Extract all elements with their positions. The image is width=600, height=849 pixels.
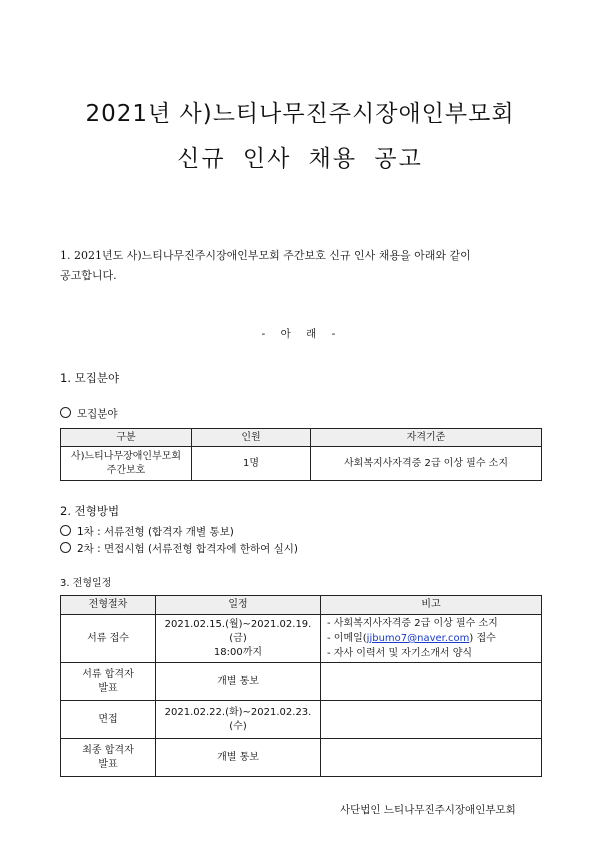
intro-line2: 공고합니다. (60, 269, 117, 282)
recruitment-table (60, 428, 542, 481)
section-separator: - 아 래 - (261, 328, 339, 340)
schedule-line2: 18:00까지 (213, 646, 263, 658)
cell-note (321, 615, 542, 663)
intro-line1: 1. 2021년도 사)느티나무진주시장애인부모회 주간보호 신규 인사 채용을 아래와 같이 (60, 249, 471, 262)
cell-note (321, 739, 542, 777)
cell-count: 1명 (192, 447, 311, 481)
email-link[interactable]: jjbumo7@naver.com (366, 633, 470, 644)
header-category: 구분 (61, 429, 192, 447)
section1-bullet-label: 모집분야 (77, 408, 118, 420)
category-line2: 주간보호 (106, 464, 146, 476)
table-row (61, 447, 542, 481)
section2-item-1-label: 1차 : 서류전형 (합격자 개별 통보) (77, 526, 234, 538)
cell-qualification: 사회복지사자격증 2급 이상 필수 소지 (311, 447, 542, 481)
section1-bullet (60, 406, 118, 421)
cell-note (321, 663, 542, 701)
note-email-prefix: - 이메일( (327, 633, 367, 644)
schedule-table (60, 595, 542, 777)
cell-step: 면접 (61, 701, 156, 739)
cell-schedule: 2021.02.22.(화)~2021.02.23.(수) (156, 701, 321, 739)
header-schedule: 일정 (156, 596, 321, 615)
footer-organization: 사단법인 느티나무진주시장애인부모회 (340, 804, 516, 816)
step-line2: 발표 (98, 682, 118, 694)
cell-note (321, 701, 542, 739)
circle-bullet-icon (60, 542, 71, 553)
note-line2 (327, 631, 541, 646)
section2-heading: 2. 전형방법 (60, 504, 120, 518)
section2-item-2 (60, 541, 298, 556)
header-count: 인원 (192, 429, 311, 447)
section1-heading: 1. 모집분야 (60, 371, 120, 385)
cell-schedule (156, 615, 321, 663)
header-step: 전형절차 (61, 596, 156, 615)
table-row (61, 663, 542, 701)
table-header-row (61, 429, 542, 447)
table-header-row (61, 596, 542, 615)
cell-step (61, 739, 156, 777)
header-qualification: 자격기준 (311, 429, 542, 447)
title-line1: 2021년 사)느티나무진주시장애인부모회 (85, 101, 515, 127)
note-line3: - 자사 이력서 및 자기소개서 양식 (327, 648, 473, 659)
cell-category (61, 447, 192, 481)
cell-step: 서류 접수 (61, 615, 156, 663)
table-row (61, 701, 542, 739)
table-row (61, 615, 542, 663)
step-line1: 서류 합격자 (82, 668, 134, 680)
cell-step (61, 663, 156, 701)
note-email-suffix: ) 접수 (469, 633, 496, 644)
intro-paragraph (60, 246, 550, 286)
table-row (61, 739, 542, 777)
title-line2: 신규 인사 채용 공고 (177, 146, 423, 172)
cell-schedule: 개별 통보 (156, 663, 321, 701)
circle-bullet-icon (60, 525, 71, 536)
circle-bullet-icon (60, 407, 71, 418)
section2-item-2-label: 2차 : 면접시험 (서류전형 합격자에 한하여 실시) (77, 543, 299, 555)
category-line1: 사)느티나무장애인부모회 (70, 450, 182, 462)
section2-item-1 (60, 524, 234, 539)
step-line2: 발표 (98, 758, 118, 770)
section3-heading: 3. 전형일정 (60, 578, 112, 589)
note-line1: - 사회복지사자격증 2급 이상 필수 소지 (327, 618, 498, 629)
step-line1: 최종 합격자 (82, 744, 134, 756)
header-note: 비고 (321, 596, 542, 615)
schedule-line1: 2021.02.15.(월)~2021.02.19.(금) (164, 618, 312, 644)
cell-schedule: 개별 통보 (156, 739, 321, 777)
